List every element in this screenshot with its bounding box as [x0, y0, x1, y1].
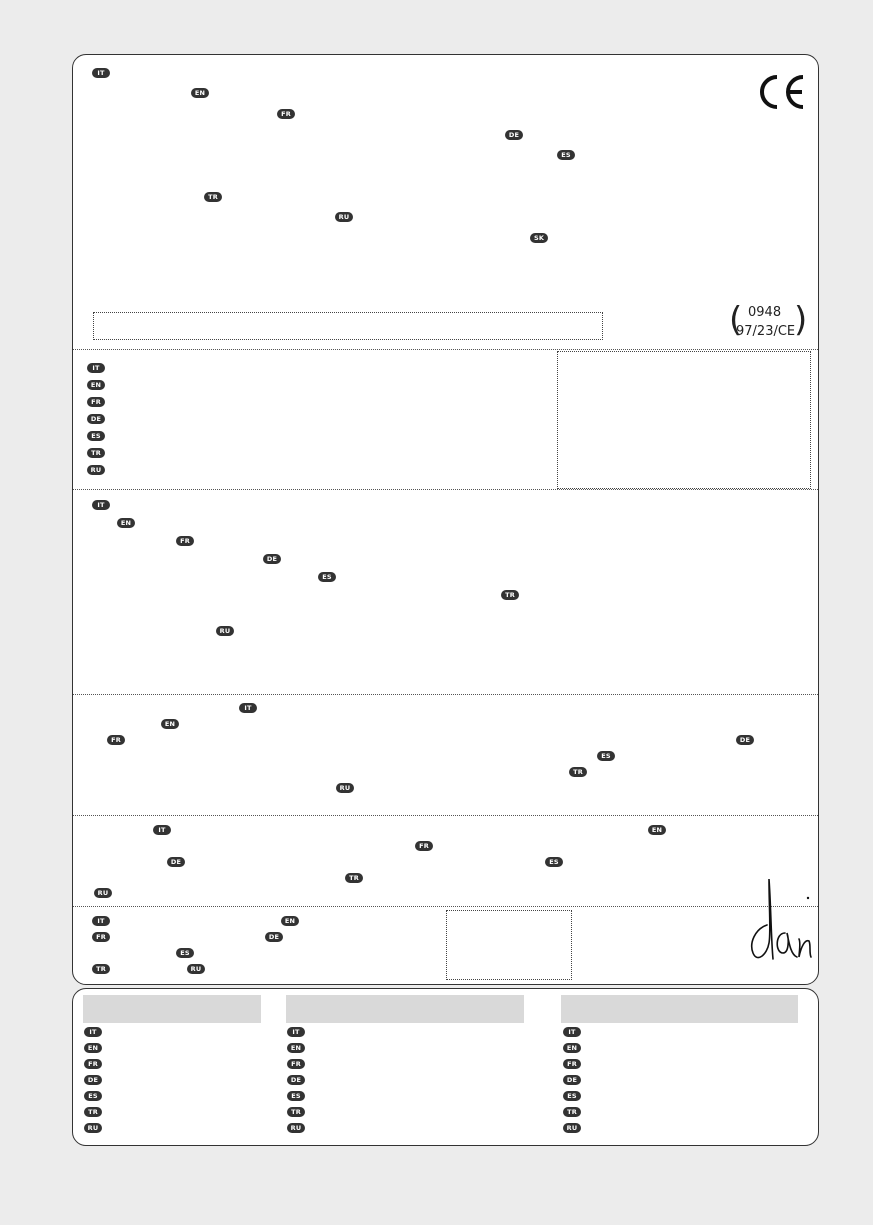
declaration-card — [72, 54, 819, 985]
lang-badge-fr: FR — [87, 397, 105, 407]
lang-badge-es: ES — [87, 431, 105, 441]
lang-badge-fr: FR — [415, 841, 433, 851]
lang-badge-it: IT — [287, 1027, 305, 1037]
lang-badge-en: EN — [191, 88, 209, 98]
lang-badge-ru: RU — [87, 465, 105, 475]
lang-badge-it: IT — [239, 703, 257, 713]
lang-badge-ru: RU — [336, 783, 354, 793]
stamp-field-box — [446, 910, 572, 980]
lang-badge-es: ES — [563, 1091, 581, 1101]
lang-badge-fr: FR — [287, 1059, 305, 1069]
section-divider — [73, 815, 818, 816]
lang-badge-es: ES — [176, 948, 194, 958]
ce-mark-icon — [755, 73, 807, 111]
column-header-bar — [561, 995, 798, 1023]
lang-badge-de: DE — [505, 130, 523, 140]
lang-badge-en: EN — [84, 1043, 102, 1053]
lang-badge-en: EN — [287, 1043, 305, 1053]
lang-badge-it: IT — [84, 1027, 102, 1037]
column-header-bar — [286, 995, 524, 1023]
lang-badge-fr: FR — [84, 1059, 102, 1069]
close-paren: ) — [794, 300, 808, 340]
lang-badge-de: DE — [167, 857, 185, 867]
lang-badge-ru: RU — [94, 888, 112, 898]
signature-image — [745, 877, 813, 965]
lang-badge-it: IT — [92, 916, 110, 926]
notified-body-number: 0948 — [748, 305, 782, 320]
lang-badge-ru: RU — [563, 1123, 581, 1133]
section-divider — [73, 906, 818, 907]
lang-badge-tr: TR — [84, 1107, 102, 1117]
lang-badge-fr: FR — [176, 536, 194, 546]
lang-badge-it: IT — [153, 825, 171, 835]
lang-badge-es: ES — [318, 572, 336, 582]
open-paren: ( — [729, 300, 743, 340]
lang-badge-ru: RU — [187, 964, 205, 974]
lang-badge-en: EN — [87, 380, 105, 390]
lang-badge-es: ES — [287, 1091, 305, 1101]
lang-badge-fr: FR — [92, 932, 110, 942]
lang-badge-en: EN — [161, 719, 179, 729]
lang-badge-en: EN — [117, 518, 135, 528]
lang-badge-es: ES — [557, 150, 575, 160]
lang-badge-ru: RU — [84, 1123, 102, 1133]
lang-badge-en: EN — [281, 916, 299, 926]
section-divider — [73, 349, 818, 350]
lang-badge-de: DE — [287, 1075, 305, 1085]
lang-badge-es: ES — [597, 751, 615, 761]
model-field-box — [557, 351, 811, 489]
lang-badge-tr: TR — [501, 590, 519, 600]
product-field-box — [93, 312, 603, 340]
lang-badge-de: DE — [263, 554, 281, 564]
lang-badge-sk: SK — [530, 233, 548, 243]
lang-badge-es: ES — [84, 1091, 102, 1101]
lang-badge-it: IT — [92, 68, 110, 78]
section-divider — [73, 489, 818, 490]
lang-badge-ru: RU — [287, 1123, 305, 1133]
lang-badge-de: DE — [84, 1075, 102, 1085]
lang-badge-it: IT — [563, 1027, 581, 1037]
lang-badge-tr: TR — [287, 1107, 305, 1117]
lang-badge-tr: TR — [87, 448, 105, 458]
lang-badge-es: ES — [545, 857, 563, 867]
lang-badge-fr: FR — [563, 1059, 581, 1069]
section-divider — [73, 694, 818, 695]
lang-badge-de: DE — [87, 414, 105, 424]
lang-badge-de: DE — [736, 735, 754, 745]
footer-card — [72, 988, 819, 1146]
lang-badge-en: EN — [563, 1043, 581, 1053]
lang-badge-tr: TR — [563, 1107, 581, 1117]
lang-badge-en: EN — [648, 825, 666, 835]
lang-badge-tr: TR — [569, 767, 587, 777]
lang-badge-tr: TR — [345, 873, 363, 883]
lang-badge-it: IT — [92, 500, 110, 510]
column-header-bar — [83, 995, 261, 1023]
lang-badge-tr: TR — [204, 192, 222, 202]
lang-badge-it: IT — [87, 363, 105, 373]
lang-badge-tr: TR — [92, 964, 110, 974]
lang-badge-fr: FR — [277, 109, 295, 119]
lang-badge-fr: FR — [107, 735, 125, 745]
lang-badge-ru: RU — [216, 626, 234, 636]
lang-badge-de: DE — [265, 932, 283, 942]
directive-number: 97/23/CE — [736, 324, 796, 339]
lang-badge-ru: RU — [335, 212, 353, 222]
lang-badge-de: DE — [563, 1075, 581, 1085]
